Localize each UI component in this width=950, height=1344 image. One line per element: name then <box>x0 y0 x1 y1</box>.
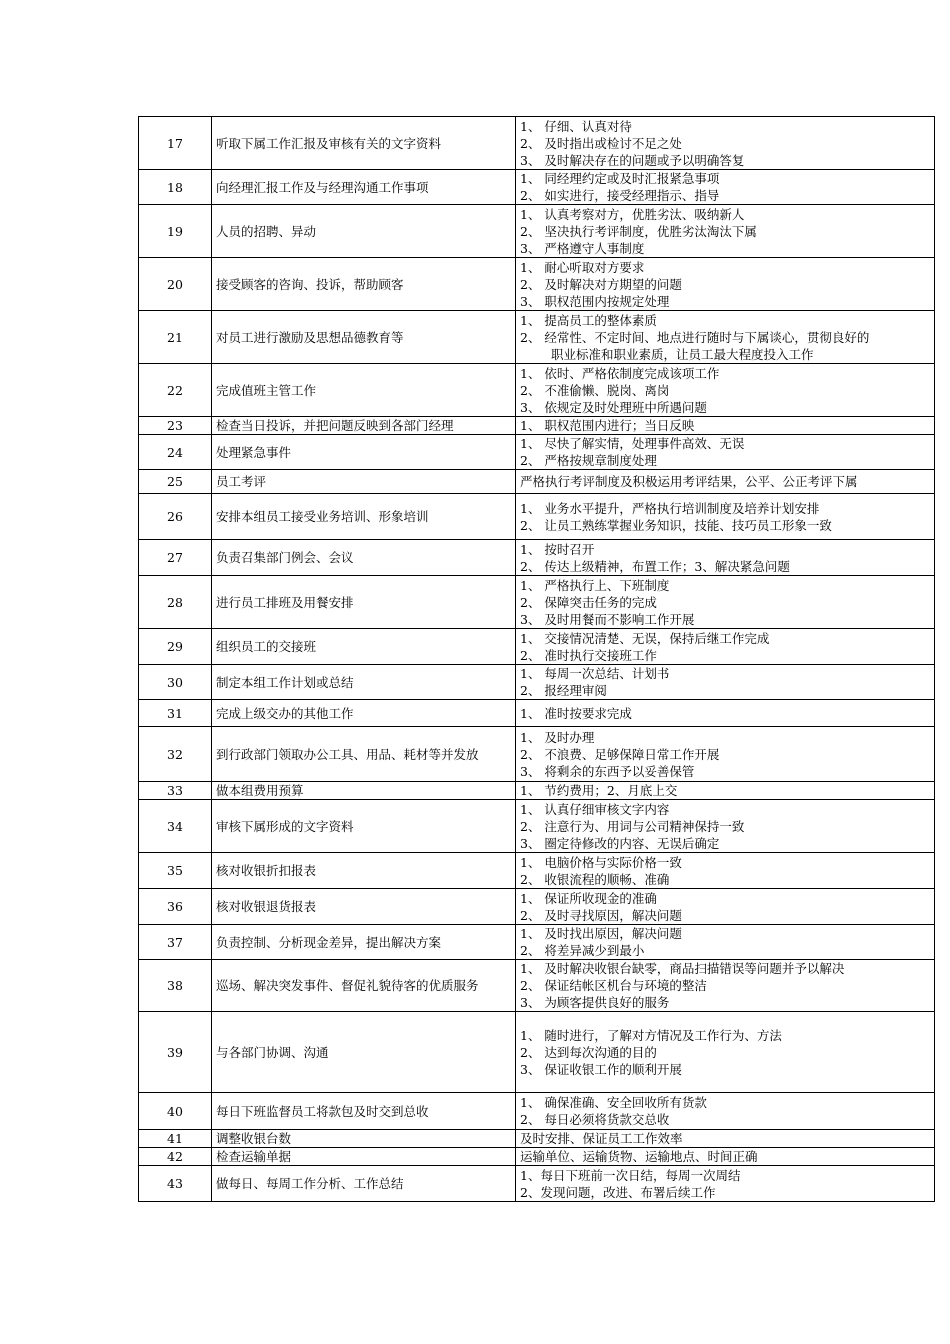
table-row <box>139 311 935 364</box>
task-cell: 对员工进行激励及思想品德教育等 <box>212 311 516 364</box>
table-row <box>139 782 935 800</box>
requirement-cell <box>516 1093 935 1130</box>
requirement-cell <box>516 700 935 727</box>
requirement-line: 1、 交接情况清楚、无误，保持后继工作完成 <box>520 630 770 646</box>
requirement-line: 2、 及时指出或检讨不足之处 <box>520 135 682 151</box>
requirement-line: 3、 圈定待修改的内容、无误后确定 <box>520 835 720 851</box>
task-cell: 向经理汇报工作及与经理沟通工作事项 <box>212 170 516 205</box>
task-cell: 检查运输单据 <box>212 1148 516 1166</box>
requirement-line: 2、 注意行为、用词与公司精神保持一致 <box>520 818 745 834</box>
table-row <box>139 889 935 925</box>
task-cell: 审核下属形成的文字资料 <box>212 800 516 853</box>
table-row <box>139 435 935 470</box>
task-cell: 完成上级交办的其他工作 <box>212 700 516 727</box>
duty-table-body <box>139 117 935 1202</box>
row-number: 31 <box>139 700 212 727</box>
requirement-cell <box>516 470 935 494</box>
requirement-line: 3、 将剩余的东西予以妥善保管 <box>520 763 695 779</box>
row-number: 39 <box>139 1012 212 1093</box>
requirement-cell <box>516 782 935 800</box>
requirement-cell <box>516 665 935 700</box>
row-number: 34 <box>139 800 212 853</box>
row-number: 19 <box>139 205 212 258</box>
row-number: 35 <box>139 853 212 889</box>
requirement-cell <box>516 1148 935 1166</box>
requirement-line: 1、 及时办理 <box>520 729 595 745</box>
requirement-line: 2、 严格按规章制度处理 <box>520 453 657 468</box>
table-row <box>139 960 935 1012</box>
row-number: 17 <box>139 117 212 170</box>
task-cell: 处理紧急事件 <box>212 435 516 470</box>
table-row <box>139 1093 935 1130</box>
table-row <box>139 665 935 700</box>
row-number: 37 <box>139 925 212 960</box>
requirement-line: 3、 严格遵守人事制度 <box>520 240 645 256</box>
requirement-line: 1、 及时解决收银台缺零，商品扫描错误等问题并予以解决 <box>520 961 845 976</box>
requirement-line: 1、 尽快了解实情，处理事件高效、无误 <box>520 436 745 451</box>
requirement-line: 1、 电脑价格与实际价格一致 <box>520 854 682 870</box>
task-cell: 员工考评 <box>212 470 516 494</box>
duty-table <box>138 116 935 1202</box>
requirement-line: 3、 及时解决存在的问题或予以明确答复 <box>520 152 745 168</box>
table-row <box>139 700 935 727</box>
requirement-line: 2、 不准偷懒、脱岗、离岗 <box>520 382 670 398</box>
requirement-line: 2、 传达上级精神，布置工作；3、解决紧急问题 <box>520 558 790 574</box>
task-cell: 巡场、解决突发事件、督促礼貌待客的优质服务 <box>212 960 516 1012</box>
table-row <box>139 1148 935 1166</box>
requirement-cell <box>516 435 935 470</box>
requirement-cell <box>516 960 935 1012</box>
table-row <box>139 853 935 889</box>
table-row <box>139 925 935 960</box>
task-cell: 负责召集部门例会、会议 <box>212 540 516 576</box>
table-row <box>139 1166 935 1202</box>
requirement-cell <box>516 117 935 170</box>
row-number: 30 <box>139 665 212 700</box>
task-cell: 到行政部门领取办公工具、用品、耗材等并发放 <box>212 727 516 782</box>
requirement-line: 1、 提高员工的整体素质 <box>520 312 657 328</box>
row-number: 43 <box>139 1166 212 1202</box>
requirement-line: 2、 及时寻找原因，解决问题 <box>520 907 682 923</box>
row-number: 27 <box>139 540 212 576</box>
row-number: 18 <box>139 170 212 205</box>
row-number: 33 <box>139 782 212 800</box>
requirement-cell <box>516 494 935 540</box>
requirement-cell <box>516 576 935 629</box>
table-row <box>139 494 935 540</box>
task-cell: 检查当日投诉，并把问题反映到各部门经理 <box>212 417 516 435</box>
requirement-line: 2、 不浪费、足够保障日常工作开展 <box>520 746 720 762</box>
task-cell: 人员的招聘、异动 <box>212 205 516 258</box>
requirement-cell <box>516 417 935 435</box>
requirement-line: 1、 认真考察对方，优胜劣汰、吸纳新人 <box>520 206 745 222</box>
table-row <box>139 117 935 170</box>
requirement-line: 1、 准时按要求完成 <box>520 705 632 721</box>
table-row <box>139 576 935 629</box>
requirement-cell <box>516 853 935 889</box>
requirement-line: 1、 职权范围内进行；当日反映 <box>520 418 695 433</box>
requirement-cell <box>516 800 935 853</box>
requirement-cell <box>516 540 935 576</box>
row-number: 42 <box>139 1148 212 1166</box>
row-number: 22 <box>139 364 212 417</box>
requirement-line: 2、发现问题，改进、布署后续工作 <box>520 1184 716 1200</box>
requirement-line: 2、 准时执行交接班工作 <box>520 647 657 663</box>
task-cell: 调整收银台数 <box>212 1130 516 1148</box>
requirement-line: 1、 按时召开 <box>520 541 595 557</box>
requirement-line: 1、 保证所收现金的准确 <box>520 890 657 906</box>
requirement-line: 3、 及时用餐而不影响工作开展 <box>520 611 695 627</box>
table-row <box>139 727 935 782</box>
requirement-cell <box>516 629 935 665</box>
requirement-cell <box>516 170 935 205</box>
requirement-line: 1、 随时进行，了解对方情况及工作行为、方法 <box>520 1027 782 1043</box>
table-row <box>139 470 935 494</box>
requirement-line: 1、 耐心听取对方要求 <box>520 259 645 275</box>
requirement-line: 2、 经常性、不定时间、地点进行随时与下属谈心，贯彻良好的 <box>520 329 870 345</box>
table-row <box>139 364 935 417</box>
requirement-line: 1、 认真仔细审核文字内容 <box>520 801 670 817</box>
requirement-cell <box>516 205 935 258</box>
requirement-line: 2、 保证结帐区机台与环境的整洁 <box>520 978 707 993</box>
table-row <box>139 1012 935 1093</box>
requirement-line: 1、 依时、严格依制度完成该项工作 <box>520 365 720 381</box>
requirement-cell <box>516 364 935 417</box>
requirement-line: 2、 每日必须将货款交总收 <box>520 1112 670 1127</box>
requirement-cell <box>516 925 935 960</box>
requirement-line: 2、 坚决执行考评制度，优胜劣汰淘汰下属 <box>520 223 757 239</box>
row-number: 28 <box>139 576 212 629</box>
requirement-line: 1、 业务水平提升，严格执行培训制度及培养计划安排 <box>520 500 820 516</box>
requirement-line: 2、 让员工熟练掌握业务知识，技能、技巧员工形象一致 <box>520 517 832 533</box>
requirement-line: 1、 仔细、认真对待 <box>520 118 632 134</box>
requirement-cell <box>516 1012 935 1093</box>
requirement-cell <box>516 889 935 925</box>
requirement-line: 1、 及时找出原因，解决问题 <box>520 926 682 941</box>
task-cell: 做每日、每周工作分析、工作总结 <box>212 1166 516 1202</box>
table-row <box>139 629 935 665</box>
task-cell: 每日下班监督员工将款包及时交到总收 <box>212 1093 516 1130</box>
requirement-line: 2、 收银流程的顺畅、准确 <box>520 871 670 887</box>
task-cell: 核对收银折扣报表 <box>212 853 516 889</box>
requirement-line: 2、 保障突击任务的完成 <box>520 594 657 610</box>
requirement-line: 2、 报经理审阅 <box>520 683 607 698</box>
requirement-line: 3、 保证收银工作的顺利开展 <box>520 1061 682 1077</box>
row-number: 38 <box>139 960 212 1012</box>
requirement-line: 及时安排、保证员工工作效率 <box>520 1131 683 1146</box>
row-number: 26 <box>139 494 212 540</box>
row-number: 40 <box>139 1093 212 1130</box>
row-number: 21 <box>139 311 212 364</box>
requirement-cell <box>516 258 935 311</box>
table-row <box>139 258 935 311</box>
table-row <box>139 800 935 853</box>
table-row <box>139 540 935 576</box>
row-number: 25 <box>139 470 212 494</box>
requirement-line: 2、 达到每次沟通的目的 <box>520 1044 657 1060</box>
requirement-line: 严格执行考评制度及积极运用考评结果，公平、公正考评下属 <box>520 474 858 489</box>
requirement-line: 职业标准和职业素质，让员工最大程度投入工作 <box>551 346 814 362</box>
requirement-line: 1、每日下班前一次日结，每周一次周结 <box>520 1167 741 1183</box>
table-row <box>139 205 935 258</box>
requirement-line: 2、 将差异减少到最小 <box>520 943 645 958</box>
task-cell: 完成值班主管工作 <box>212 364 516 417</box>
task-cell: 制定本组工作计划或总结 <box>212 665 516 700</box>
row-number: 36 <box>139 889 212 925</box>
requirement-cell <box>516 1130 935 1148</box>
row-number: 20 <box>139 258 212 311</box>
requirement-line: 1、 节约费用；2、月底上交 <box>520 783 678 798</box>
row-number: 29 <box>139 629 212 665</box>
requirement-line: 1、 严格执行上、下班制度 <box>520 577 670 593</box>
requirement-line: 3、 依规定及时处理班中所遇问题 <box>520 399 707 415</box>
task-cell: 与各部门协调、沟通 <box>212 1012 516 1093</box>
row-number: 23 <box>139 417 212 435</box>
table-row <box>139 1130 935 1148</box>
task-cell: 做本组费用预算 <box>212 782 516 800</box>
task-cell: 负责控制、分析现金差异，提出解决方案 <box>212 925 516 960</box>
table-row <box>139 170 935 205</box>
requirement-line: 1、 确保准确、安全回收所有货款 <box>520 1095 707 1110</box>
requirement-line: 3、 职权范围内按规定处理 <box>520 293 670 309</box>
requirement-line: 运输单位、运输货物、运输地点、时间正确 <box>520 1149 758 1164</box>
task-cell: 进行员工排班及用餐安排 <box>212 576 516 629</box>
requirement-cell <box>516 1166 935 1202</box>
row-number: 41 <box>139 1130 212 1148</box>
task-cell: 安排本组员工接受业务培训、形象培训 <box>212 494 516 540</box>
requirement-line: 1、 同经理约定或及时汇报紧急事项 <box>520 171 720 186</box>
task-cell: 接受顾客的咨询、投诉，帮助顾客 <box>212 258 516 311</box>
row-number: 24 <box>139 435 212 470</box>
requirement-line: 1、 每周一次总结、计划书 <box>520 666 670 681</box>
requirement-line: 2、 如实进行，接受经理指示、指导 <box>520 188 720 203</box>
row-number: 32 <box>139 727 212 782</box>
requirement-line: 2、 及时解决对方期望的问题 <box>520 276 682 292</box>
requirement-line: 3、 为顾客提供良好的服务 <box>520 995 670 1010</box>
task-cell: 核对收银退货报表 <box>212 889 516 925</box>
task-cell: 组织员工的交接班 <box>212 629 516 665</box>
table-row <box>139 417 935 435</box>
requirement-cell <box>516 727 935 782</box>
requirement-cell <box>516 311 935 364</box>
task-cell: 听取下属工作汇报及审核有关的文字资料 <box>212 117 516 170</box>
